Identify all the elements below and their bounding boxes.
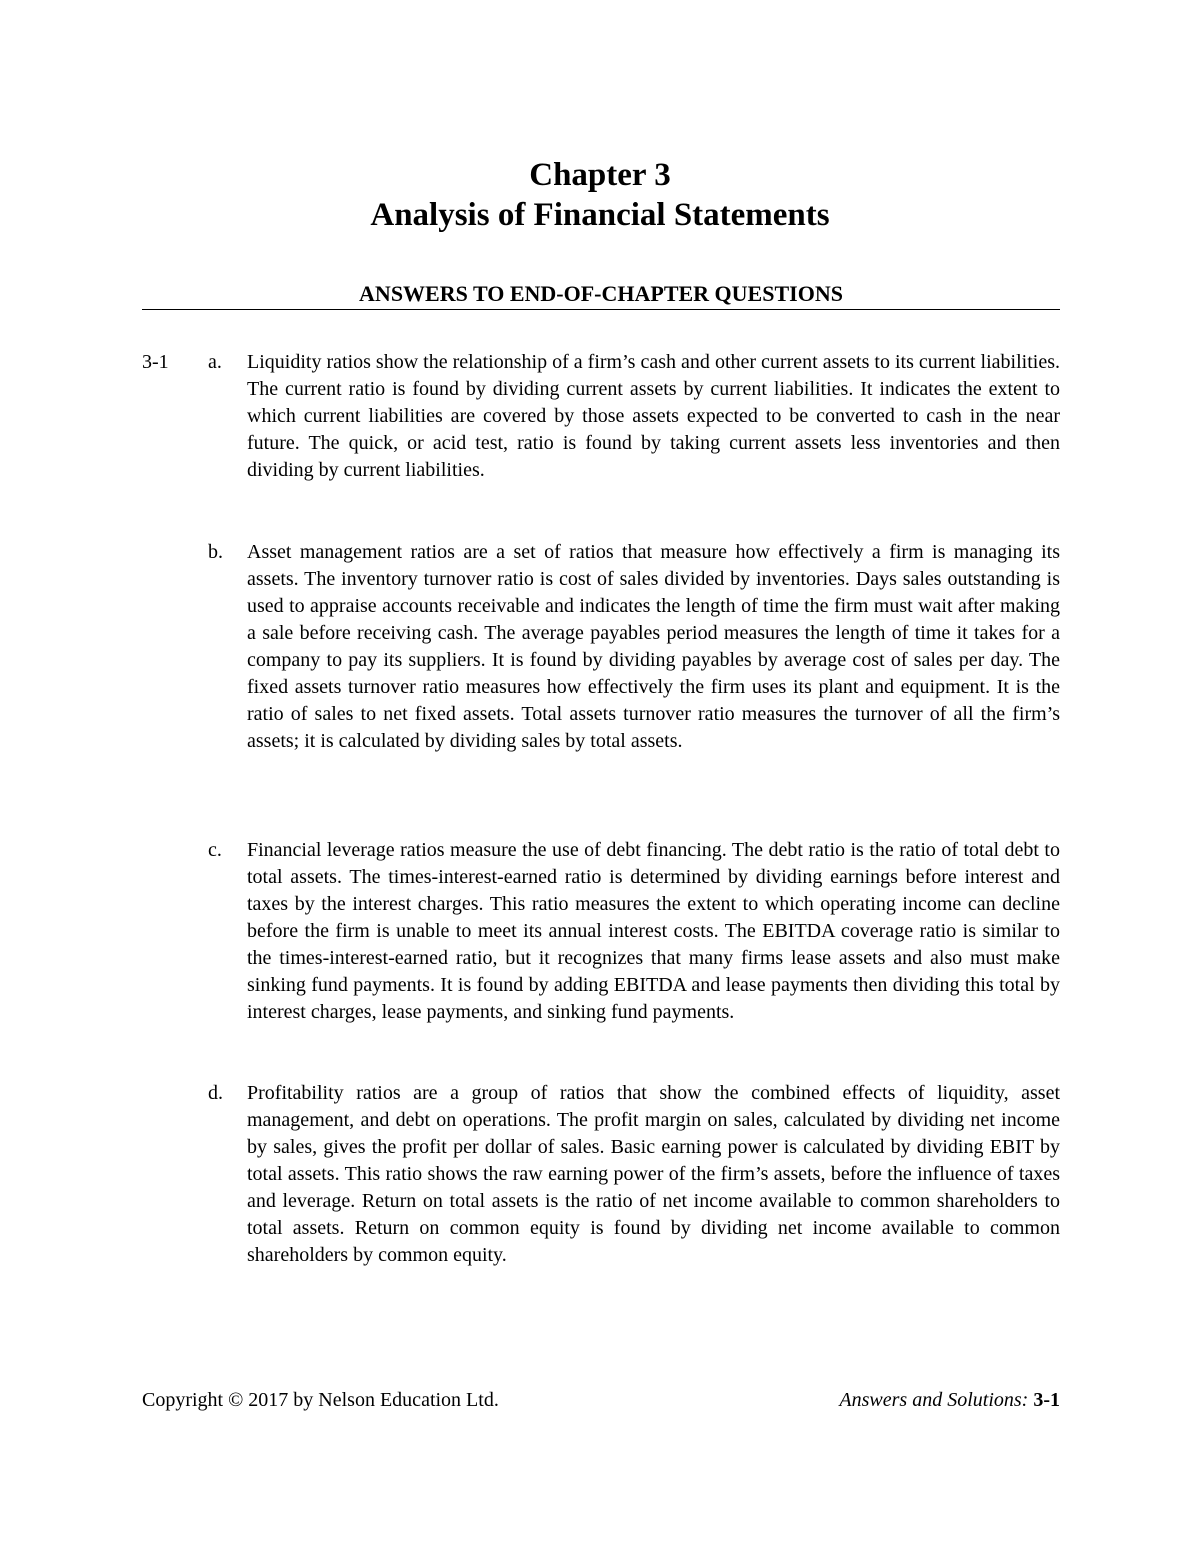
item-text: Profitability ratios are a group of ratios that show the combined effects of liquidity, asset management, and debt on operations. The profit margin on sales, calculated by dividing net income by sales, gives the profit per dollar of sales. Basic earning power is calculated by dividing EBIT by total assets. This ratio shows the raw earning power of the firm’s assets, before the influence of taxes and leverage. Return on total assets is the ratio of net income available to common shareholders to total assets. Return on common equity is found by dividing net income available to common shareholders by common equity. bbox=[247, 1082, 1060, 1266]
page-number: 3-1 bbox=[1033, 1389, 1060, 1411]
answer-item-b bbox=[208, 539, 1060, 755]
copyright-notice: Copyright © 2017 by Nelson Education Ltd. bbox=[142, 1389, 499, 1411]
item-text: Financial leverage ratios measure the use of debt financing. The debt ratio is the ratio of total debt to total assets. The times-interest-earned ratio is determined by dividing earnings before interest and taxes by the interest charges. This ratio measures the extent to which operating income can decline before the firm is unable to meet its annual interest costs. The EBITDA coverage ratio is similar to the times-interest-earned ratio, but it recognizes that many firms lease assets and also must make sinking fund payments. It is found by adding EBITDA and lease payments then dividing this total by interest charges, lease payments, and sinking fund payments. bbox=[247, 839, 1060, 1023]
page-label: Answers and Solutions: bbox=[839, 1389, 1029, 1411]
answer-item-c bbox=[208, 837, 1060, 1026]
answer-item-d bbox=[208, 1080, 1060, 1269]
item-text: Liquidity ratios show the relationship of a firm’s cash and other current assets to its current liabilities. The current ratio is found by dividing current assets by current liabilities. It indicates the extent to which current liabilities are covered by those assets expected to be converted to cash in the near future. The quick, or acid test, ratio is found by taking current assets less inventories and then dividing by current liabilities. bbox=[247, 351, 1060, 481]
page-footer-label bbox=[839, 1387, 1060, 1414]
section-heading: ANSWERS TO END-OF-CHAPTER QUESTIONS bbox=[359, 281, 843, 306]
chapter-subtitle: Analysis of Financial Statements bbox=[370, 197, 830, 233]
item-letter: a. bbox=[208, 351, 222, 373]
item-letter: b. bbox=[208, 541, 223, 563]
item-letter: c. bbox=[208, 839, 222, 861]
heading-underline bbox=[142, 309, 1060, 310]
answer-item-a bbox=[208, 349, 1060, 484]
question-number: 3-1 bbox=[142, 351, 169, 373]
item-letter: d. bbox=[208, 1082, 223, 1104]
item-text: Asset management ratios are a set of ratios that measure how effectively a firm is managing its assets. The inventory turnover ratio is cost of sales divided by inventories. Days sales outstanding is used to appraise accounts receivable and indicates the length of time the firm must wait after making a sale before receiving cash. The average payables period measures the length of time it takes for a company to pay its suppliers. It is found by dividing payables by average cost of sales per day. The fixed assets turnover ratio measures how effectively the firm uses its plant and equipment. It is the ratio of sales to net fixed assets. Total assets turnover ratio measures the turnover of all the firm’s assets; it is calculated by dividing sales by total assets. bbox=[247, 541, 1060, 752]
chapter-title: Chapter 3 bbox=[529, 157, 671, 193]
